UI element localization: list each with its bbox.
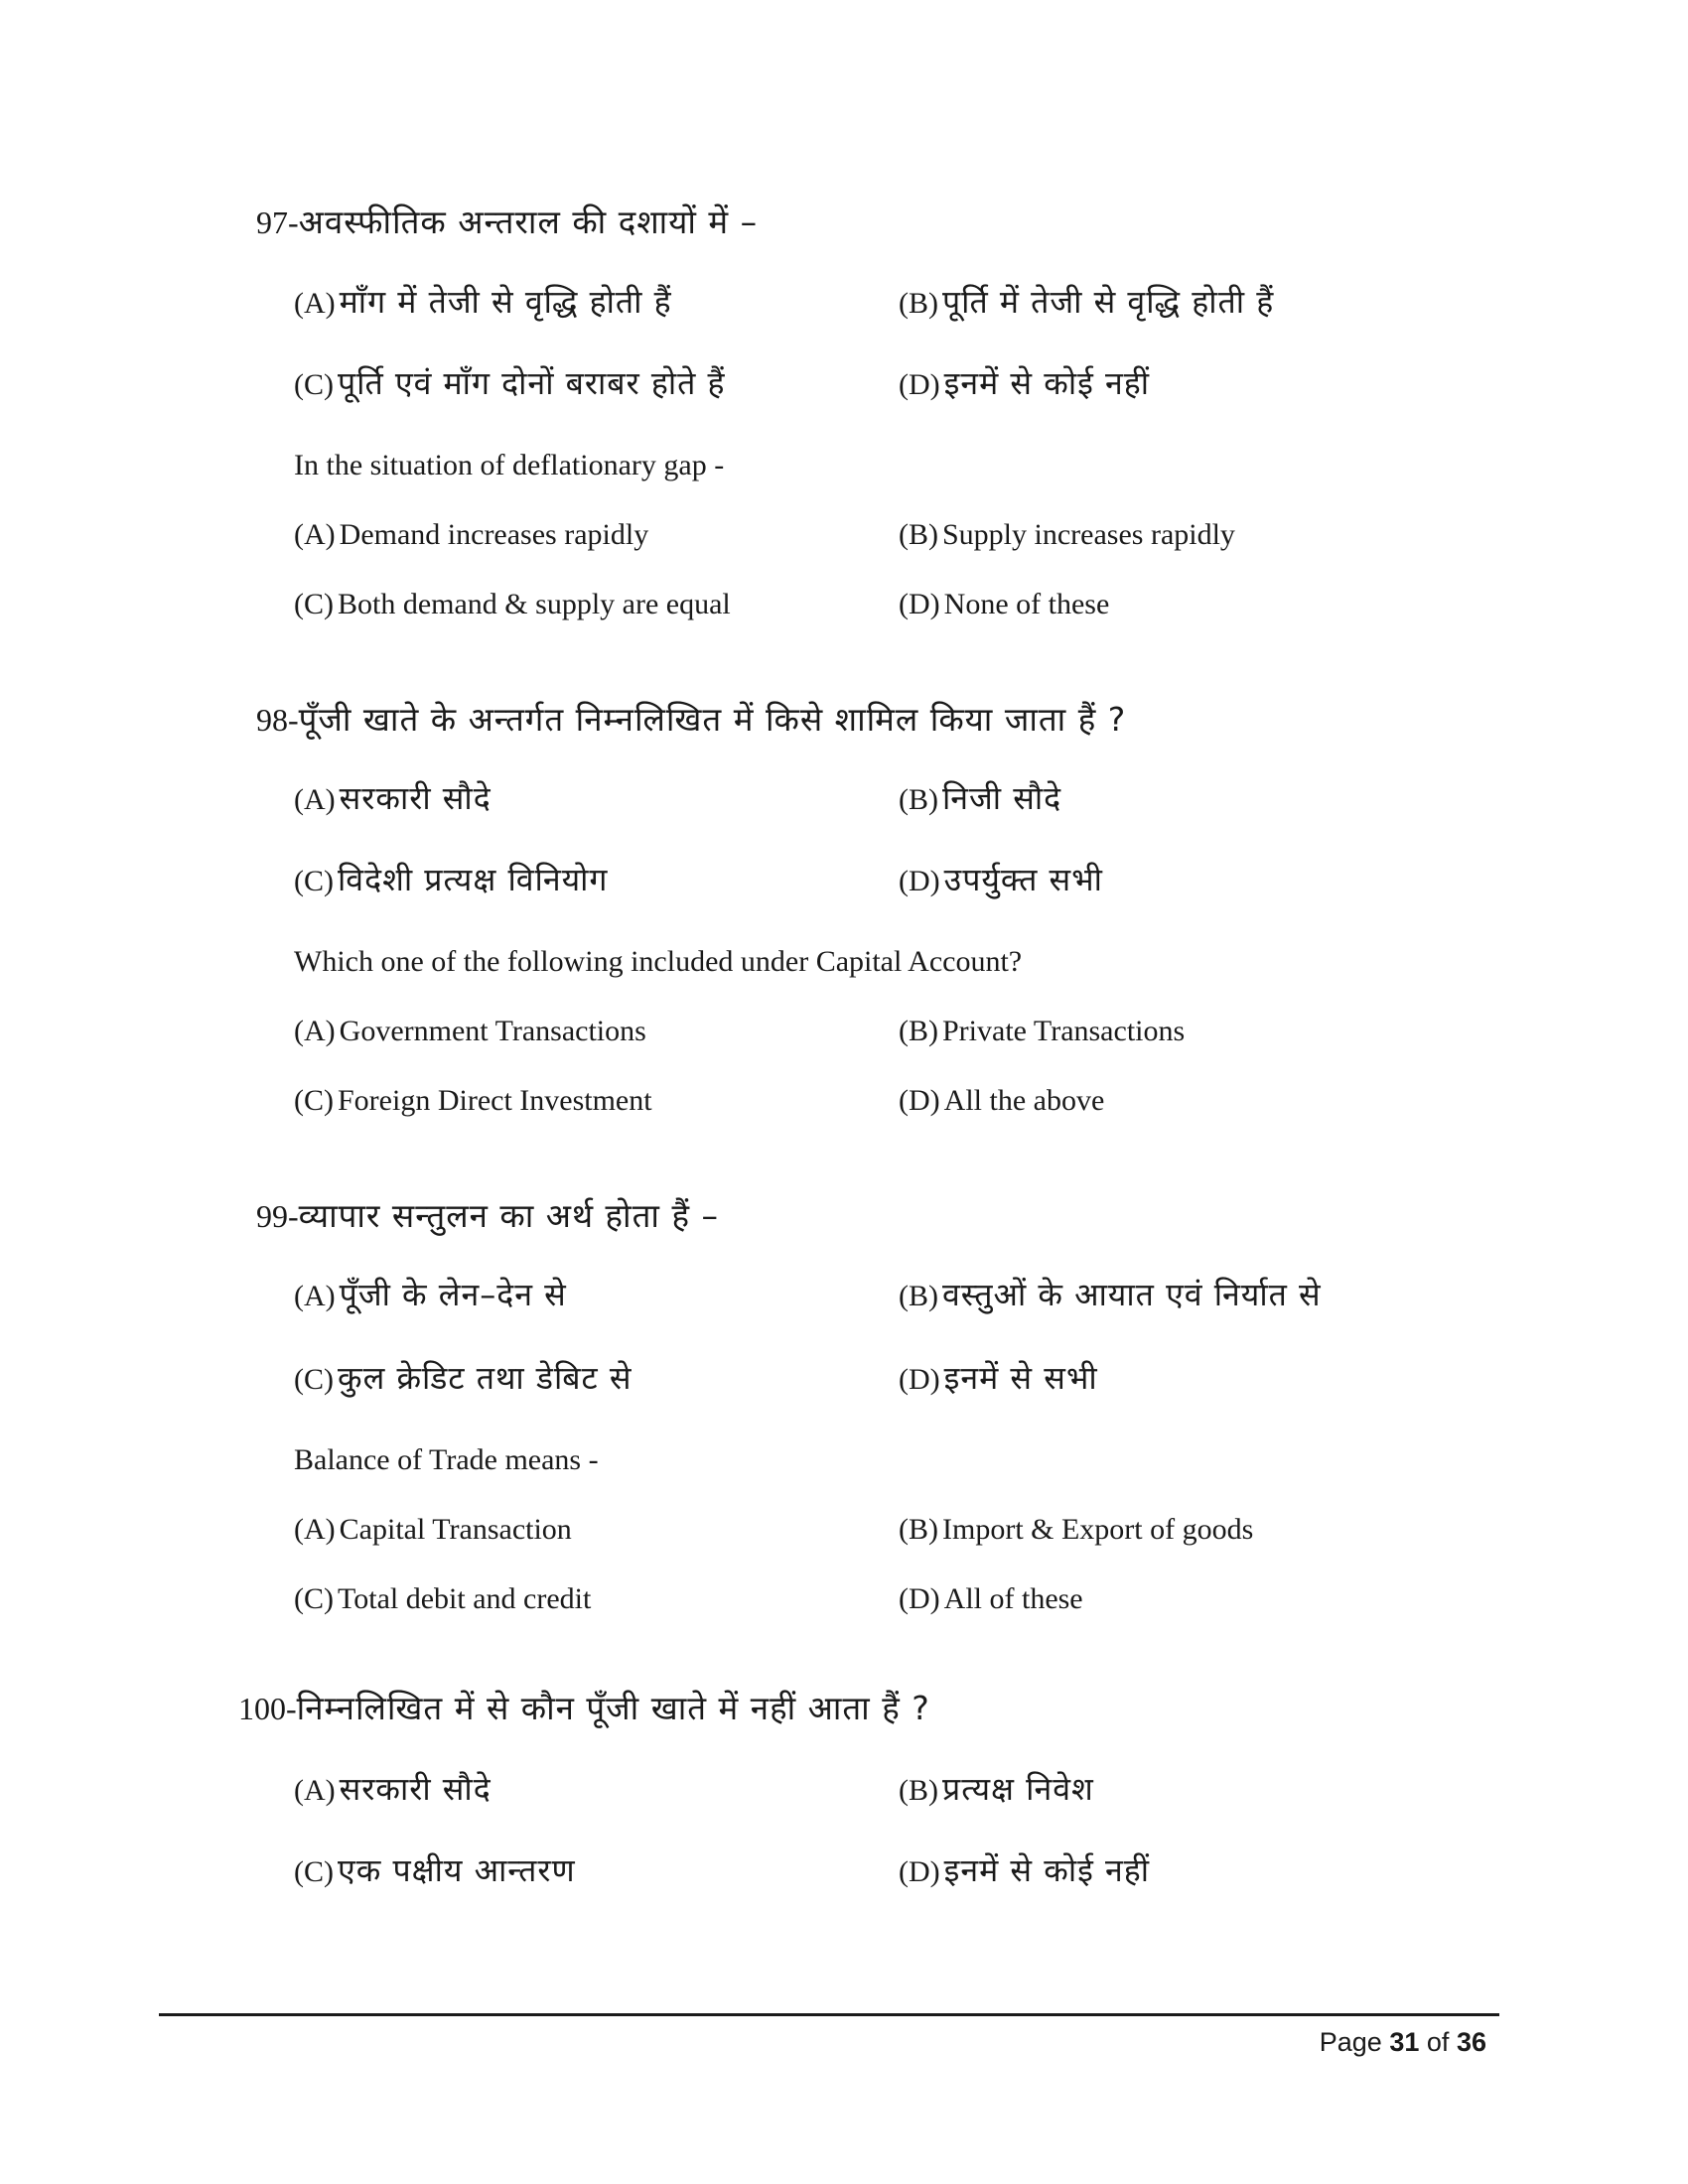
question-number: 99- [256, 1198, 299, 1234]
page-word: Page [1319, 2027, 1382, 2057]
option-text: इनमें से कोई नहीं [943, 1851, 1151, 1889]
page-number [1320, 2027, 1486, 2058]
option-letter: (B) [899, 783, 938, 816]
option-c-english [294, 1086, 652, 1116]
option-d-hindi [899, 1851, 1151, 1889]
option-text: निजी सौदे [942, 779, 1062, 817]
option-text: पूँजी के लेन–देन से [339, 1276, 567, 1313]
option-text: Government Transactions [339, 1015, 646, 1047]
option-letter: (C) [294, 588, 334, 620]
option-text: माँग में तेजी से वृद्धि होती हैं [339, 283, 672, 321]
total-pages: 36 [1456, 2027, 1486, 2057]
option-text: All the above [943, 1084, 1105, 1117]
option-c-english [294, 590, 731, 619]
option-letter: (B) [899, 518, 938, 551]
option-text: पूर्ति एवं माँग दोनों बराबर होते हैं [338, 364, 726, 402]
option-c-hindi [294, 1851, 576, 1889]
option-d-hindi [899, 1359, 1098, 1397]
question-98-hindi [256, 701, 1126, 737]
option-letter: (D) [899, 865, 940, 897]
option-c-hindi [294, 861, 609, 898]
option-b-hindi [899, 1770, 1094, 1808]
option-letter: (C) [294, 368, 334, 401]
option-a-hindi [294, 283, 672, 321]
option-text: वस्तुओं के आयात एवं निर्यात से [942, 1276, 1322, 1313]
question-98-english: Which one of the following included under Capital Account? [294, 945, 1023, 978]
option-d-english [899, 1584, 1083, 1614]
question-number: 98- [256, 702, 299, 738]
question-100-hindi [238, 1690, 930, 1725]
option-text: Supply increases rapidly [942, 518, 1235, 551]
option-letter: (C) [294, 865, 334, 897]
option-d-english [899, 590, 1109, 619]
option-letter: (A) [294, 1280, 336, 1312]
of-word: of [1426, 2027, 1450, 2057]
option-letter: (A) [294, 1513, 336, 1546]
option-a-hindi [294, 779, 492, 817]
option-b-hindi [899, 779, 1062, 817]
option-text: Total debit and credit [338, 1582, 592, 1615]
option-a-english [294, 1515, 572, 1545]
option-letter: (A) [294, 1774, 336, 1807]
option-text: Import & Export of goods [942, 1513, 1254, 1546]
question-97-hindi [256, 204, 758, 239]
question-97-english: In the situation of deflationary gap - [294, 449, 725, 481]
question-text-hindi: निम्नलिखित में से कौन पूँजी खाते में नहीं आता हैं ? [296, 1689, 930, 1727]
option-text: Foreign Direct Investment [338, 1084, 652, 1117]
option-b-english [899, 1515, 1253, 1545]
option-text: इनमें से कोई नहीं [943, 364, 1151, 402]
option-text: Demand increases rapidly [339, 518, 649, 551]
option-text: Both demand & supply are equal [338, 588, 731, 620]
option-letter: (B) [899, 1513, 938, 1546]
option-text: कुल क्रेडिट तथा डेबिट से [338, 1359, 633, 1397]
option-letter: (B) [899, 1774, 938, 1807]
option-a-hindi [294, 1770, 492, 1808]
option-text: इनमें से सभी [943, 1359, 1098, 1397]
option-text: प्रत्यक्ष निवेश [942, 1770, 1094, 1808]
option-letter: (A) [294, 783, 336, 816]
option-letter: (A) [294, 518, 336, 551]
question-99-english: Balance of Trade means - [294, 1443, 599, 1476]
option-letter: (A) [294, 287, 336, 320]
option-letter: (C) [294, 1855, 334, 1888]
option-d-hindi [899, 861, 1103, 898]
option-a-english [294, 520, 648, 550]
option-text: पूर्ति में तेजी से वृद्धि होती हैं [942, 283, 1275, 321]
option-c-hindi [294, 1359, 633, 1397]
option-text: विदेशी प्रत्यक्ष विनियोग [338, 861, 609, 898]
option-text: सरकारी सौदे [339, 1770, 492, 1808]
option-b-english [899, 1017, 1185, 1046]
question-99-hindi [256, 1197, 719, 1233]
option-letter: (B) [899, 287, 938, 320]
option-c-english [294, 1584, 591, 1614]
option-letter: (D) [899, 1582, 940, 1615]
option-text: None of these [943, 588, 1110, 620]
option-text: Private Transactions [942, 1015, 1186, 1047]
option-text: उपर्युक्त सभी [943, 861, 1103, 898]
footer-divider [159, 2013, 1499, 2016]
option-b-hindi [899, 1276, 1322, 1313]
option-letter: (B) [899, 1015, 938, 1047]
option-letter: (A) [294, 1015, 336, 1047]
option-letter: (D) [899, 588, 940, 620]
option-letter: (C) [294, 1582, 334, 1615]
question-number: 100- [238, 1691, 297, 1726]
option-text: सरकारी सौदे [339, 779, 492, 817]
option-b-hindi [899, 283, 1275, 321]
question-text-hindi: अवस्फीतिक अन्तराल की दशायों में – [298, 203, 759, 241]
option-b-english [899, 520, 1235, 550]
option-c-hindi [294, 364, 726, 402]
option-letter: (D) [899, 368, 940, 401]
current-page: 31 [1389, 2027, 1420, 2057]
option-text: एक पक्षीय आन्तरण [338, 1851, 576, 1889]
option-letter: (C) [294, 1084, 334, 1117]
question-text-hindi: व्यापार सन्तुलन का अर्थ होता हैं – [298, 1196, 719, 1235]
option-letter: (C) [294, 1363, 334, 1396]
option-letter: (D) [899, 1363, 940, 1396]
option-text: All of these [943, 1582, 1083, 1615]
option-d-hindi [899, 364, 1151, 402]
question-text-hindi: पूँजी खाते के अन्तर्गत निम्नलिखित में किसे शामिल किया जाता हैं ? [298, 700, 1127, 739]
question-number: 97- [256, 205, 299, 240]
option-a-hindi [294, 1276, 567, 1313]
option-letter: (D) [899, 1084, 940, 1117]
option-a-english [294, 1017, 646, 1046]
option-d-english [899, 1086, 1104, 1116]
option-text: Capital Transaction [339, 1513, 572, 1546]
option-letter: (D) [899, 1855, 940, 1888]
option-letter: (B) [899, 1280, 938, 1312]
